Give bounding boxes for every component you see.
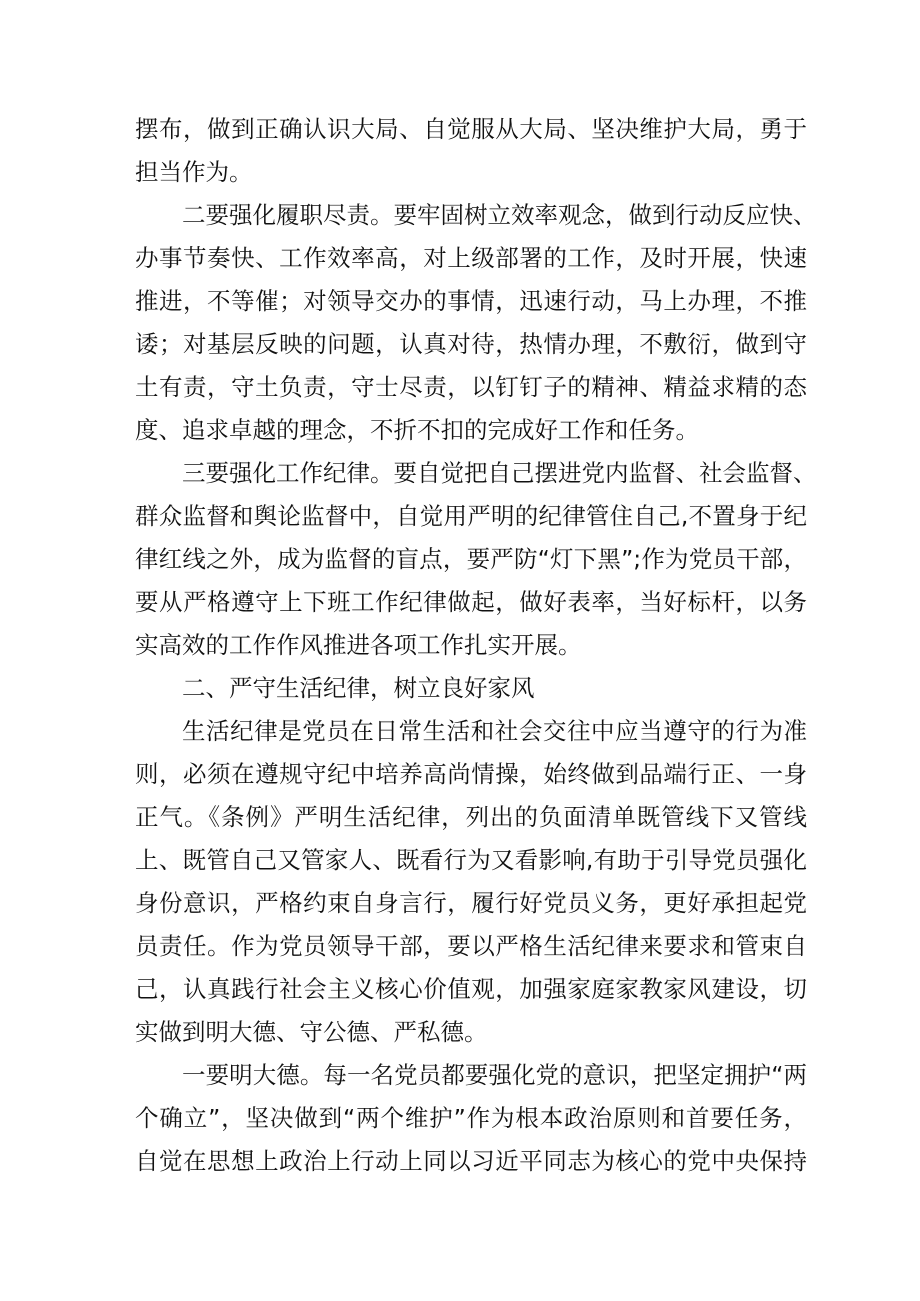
text-line: 实做到明大德、守公德、严私德。 (135, 1018, 488, 1046)
text-line: 担当作为。 (135, 158, 253, 186)
text-line: 一要明大德。每一名党员都要强化党的意识，把坚定拥护“两 (182, 1061, 807, 1089)
text-line: 上、既管自己又管家人、既看行为又看影响,有助于引导党员强化 (135, 846, 807, 874)
text-line: 己，认真践行社会主义核心价值观，加强家庭家教家风建设，切 (135, 975, 807, 1003)
text-line: 员责任。作为党员领导干部，要以严格生活纪律来要求和管束自 (135, 932, 807, 960)
text-line: 生活纪律是党员在日常生活和社会交往中应当遵守的行为准 (182, 717, 807, 745)
text-line: 律红线之外，成为监督的盲点，要严防“灯下黑”;作为党员干部， (135, 545, 807, 573)
text-line: 正气。《条例》严明生活纪律，列出的负面清单既管线下又管线 (135, 803, 807, 831)
text-line: 摆布，做到正确认识大局、自觉服从大局、坚决维护大局，勇于 (135, 115, 807, 143)
text-line: 要从严格遵守上下班工作纪律做起，做好表率，当好标杆，以务 (135, 588, 807, 616)
text-line: 身份意识，严格约束自身言行，履行好党员义务，更好承担起党 (135, 889, 807, 917)
text-line: 二要强化履职尽责。要牢固树立效率观念，做到行动反应快、 (182, 201, 817, 229)
section-heading: 二、严守生活纪律，树立良好家风 (182, 674, 535, 702)
text-line: 个确立”，坚决做到“两个维护”作为根本政治原则和首要任务， (135, 1104, 807, 1132)
text-line: 自觉在思想上政治上行动上同以习近平同志为核心的党中央保持 (135, 1147, 807, 1175)
text-line: 群众监督和舆论监督中，自觉用严明的纪律管住自己,不置身于纪 (135, 502, 807, 530)
text-line: 诿；对基层反映的问题，认真对待，热情办理，不敷衍，做到守 (135, 330, 807, 358)
text-line: 三要强化工作纪律。要自觉把自己摆进党内监督、社会监督、 (182, 459, 817, 487)
text-line: 度、追求卓越的理念，不折不扣的完成好工作和任务。 (135, 416, 699, 444)
text-line: 则，必须在遵规守纪中培养高尚情操，始终做到品端行正、一身 (135, 760, 807, 788)
text-line: 办事节奏快、工作效率高，对上级部署的工作，及时开展，快速 (135, 244, 807, 272)
text-line: 推进，不等催；对领导交办的事情，迅速行动，马上办理，不推 (135, 287, 807, 315)
text-line: 实高效的工作作风推进各项工作扎实开展。 (135, 631, 582, 659)
text-line: 土有责，守土负责，守士尽责，以钉钉子的精神、精益求精的态 (135, 373, 807, 401)
